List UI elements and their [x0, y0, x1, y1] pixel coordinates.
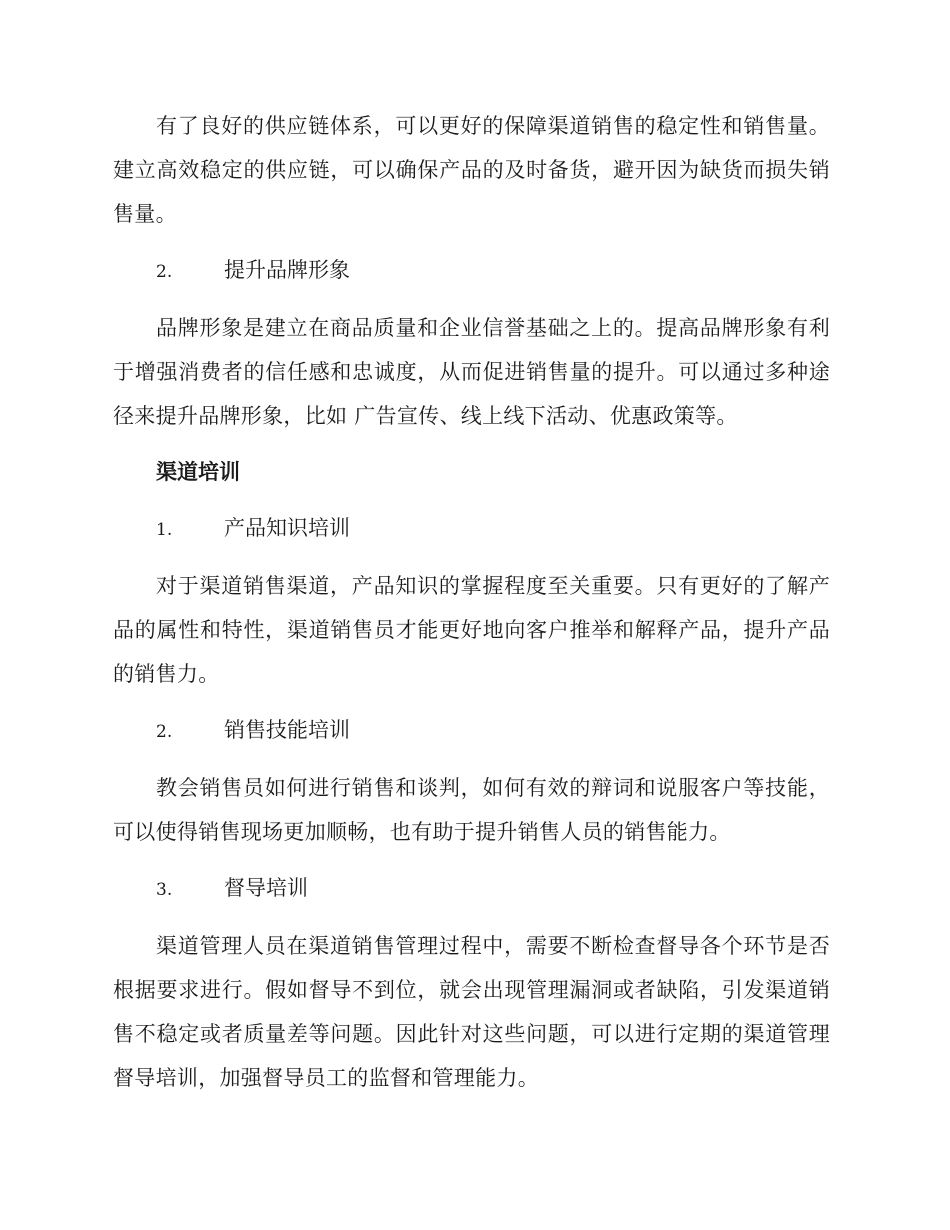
spacer: [113, 912, 830, 924]
list-number: 2.: [156, 722, 173, 742]
list-item-brand-image: [113, 248, 830, 294]
list-item-supervision: [113, 866, 830, 912]
paragraph-product-knowledge: 对于渠道销售渠道，产品知识的掌握程度至关重要。只有更好的了解产品的属性和特性，渠道销售员才能更好地向客户推举和解释产品，提升产品的销售力。: [113, 574, 830, 686]
spacer: [113, 696, 830, 708]
document-page: [113, 104, 830, 1100]
spacer: [113, 494, 830, 506]
section-heading-channel-training: 渠道培训: [156, 459, 240, 484]
list-number: 3.: [156, 880, 173, 900]
spacer: [113, 854, 830, 866]
list-label: 销售技能培训: [224, 718, 350, 742]
spacer: [113, 438, 830, 450]
paragraph-supply-chain: 有了良好的供应链体系，可以更好的保障渠道销售的稳定性和销售量。建立高效稳定的供应链，可以确保产品的及时备货，避开因为缺货而损失销售量。: [113, 114, 830, 226]
list-label: 产品知识培训: [224, 516, 350, 540]
paragraph-sales-skills: 教会销售员如何进行销售和谈判，如何有效的辩词和说服客户等技能，可以使得销售现场更加顺畅，也有助于提升销售人员的销售能力。: [113, 776, 830, 844]
list-label: 提升品牌形象: [224, 258, 350, 282]
paragraph-brand-image: 品牌形象是建立在商品质量和企业信誉基础之上的。提高品牌形象有利于增强消费者的信任感和忠诚度，从而促进销售量的提升。可以通过多种途径来提升品牌形象，比如 广告宣传、线上线下活动、优惠政策等。: [113, 316, 830, 428]
spacer: [113, 754, 830, 766]
paragraph-supervision: 渠道管理人员在渠道销售管理过程中，需要不断检查督导各个环节是否根据要求进行。假如督导不到位，就会出现管理漏洞或者缺陷，引发渠道销售不稳定或者质量差等问题。因此针对这些问题，可以进行定期的渠道管理督导培训，加强督导员工的监督和管理能力。: [113, 934, 830, 1090]
spacer: [113, 294, 830, 306]
list-item-sales-skills: [113, 708, 830, 754]
list-number: 1.: [156, 520, 173, 540]
list-number: 2.: [156, 262, 173, 282]
spacer: [113, 552, 830, 564]
spacer: [113, 236, 830, 248]
list-item-product-knowledge: [113, 506, 830, 552]
list-label: 督导培训: [224, 876, 308, 900]
